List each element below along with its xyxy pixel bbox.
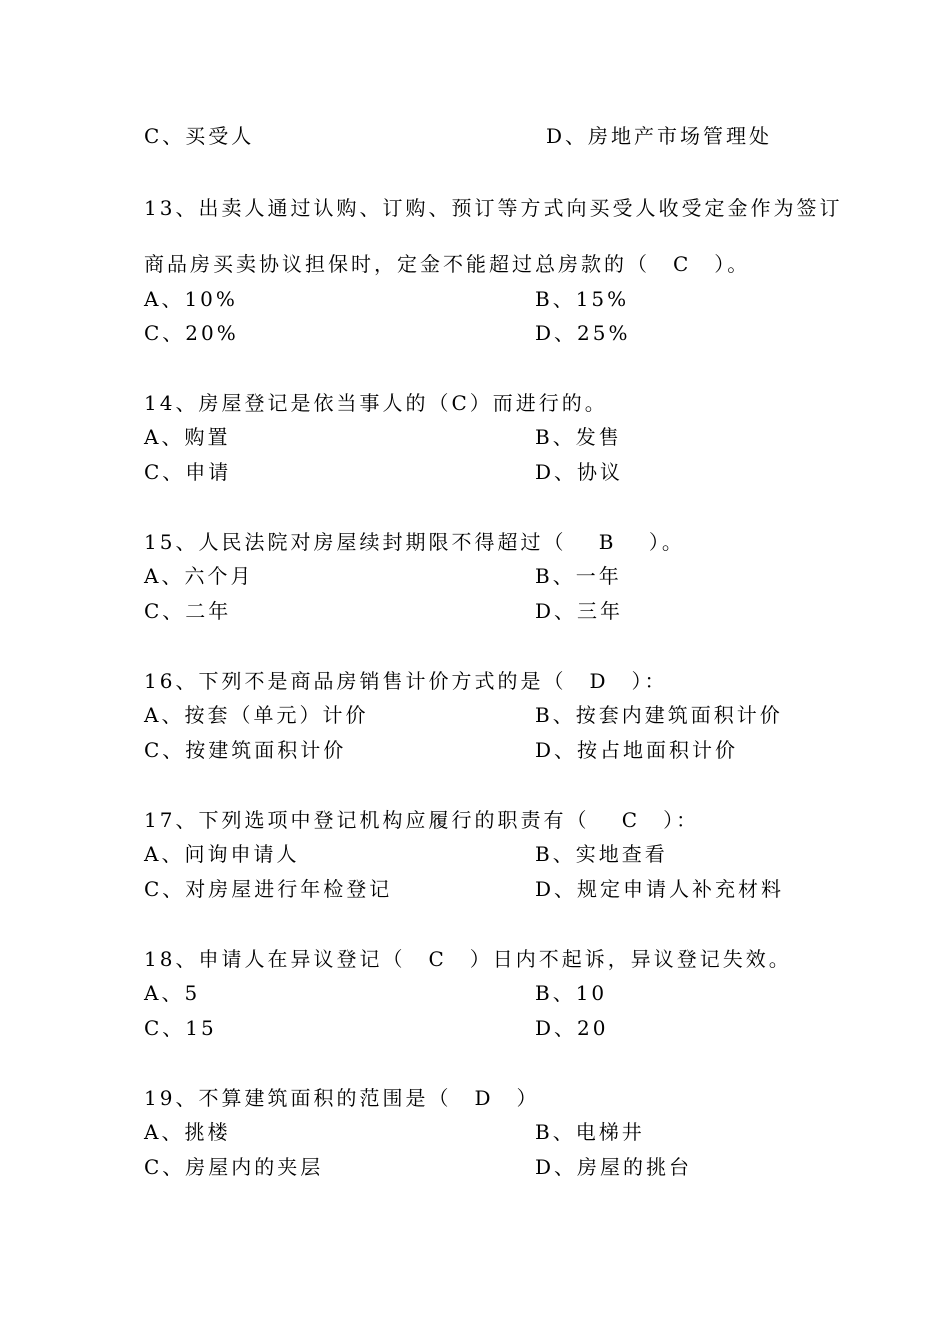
- question-15-option-a: A、六个月: [144, 564, 254, 588]
- question-15-option-d: D、三年: [535, 599, 624, 623]
- question-14-stem: 14、房屋登记是依当事人的（C）而进行的。: [144, 391, 608, 415]
- question-19-option-c: C、房屋内的夹层: [144, 1155, 324, 1179]
- question-13-option-a: A、10%: [144, 287, 238, 311]
- question-17-option-a: A、问询申请人: [144, 842, 300, 866]
- question-18-option-a: A、5: [144, 981, 201, 1005]
- question-17-option-d: D、规定申请人补充材料: [535, 877, 785, 901]
- question-16-option-a: A、按套（单元）计价: [144, 703, 369, 727]
- question-13-option-c: C、20%: [144, 321, 239, 345]
- option-c: C、买受人: [144, 124, 255, 148]
- question-13-option-d: D、25%: [535, 321, 631, 345]
- question-19-option-a: A、挑楼: [144, 1120, 231, 1144]
- question-15-stem: 15、人民法院对房屋续封期限不得超过（ B ）。: [144, 530, 685, 554]
- question-14-option-c: C、申请: [144, 460, 232, 484]
- option-d: D、房地产市场管理处: [546, 124, 773, 148]
- question-18-stem: 18、申请人在异议登记（ C ）日内不起诉，异议登记失效。: [144, 947, 792, 971]
- question-18-option-d: D、20: [535, 1016, 609, 1040]
- question-14-option-b: B、发售: [535, 425, 622, 449]
- question-14-option-a: A、购置: [144, 425, 231, 449]
- question-16-option-d: D、按占地面积计价: [535, 738, 739, 762]
- question-16-option-c: C、按建筑面积计价: [144, 738, 347, 762]
- question-19-stem: 19、不算建筑面积的范围是（ D ）: [144, 1086, 540, 1110]
- question-13-stem-line-2: 商品房买卖协议担保时，定金不能超过总房款的（ C ）。: [144, 252, 751, 276]
- question-13-stem-line-1: 13、出卖人通过认购、订购、预订等方式向买受人收受定金作为签订: [144, 196, 843, 220]
- question-18-option-b: B、10: [535, 981, 608, 1005]
- question-13-option-b: B、15%: [535, 287, 630, 311]
- question-15-option-c: C、二年: [144, 599, 232, 623]
- question-17-option-b: B、实地查看: [535, 842, 668, 866]
- question-17-option-c: C、对房屋进行年检登记: [144, 877, 393, 901]
- question-15-option-b: B、一年: [535, 564, 622, 588]
- question-14-option-d: D、协议: [535, 460, 624, 484]
- question-18-option-c: C、15: [144, 1016, 217, 1040]
- question-16-stem: 16、下列不是商品房销售计价方式的是（ D ）：: [144, 669, 668, 693]
- question-16-option-b: B、按套内建筑面积计价: [535, 703, 783, 727]
- question-19-option-b: B、电梯井: [535, 1120, 645, 1144]
- question-17-stem: 17、下列选项中登记机构应履行的职责有（ C ）：: [144, 808, 700, 832]
- question-19-option-d: D、房屋的挑台: [535, 1155, 693, 1179]
